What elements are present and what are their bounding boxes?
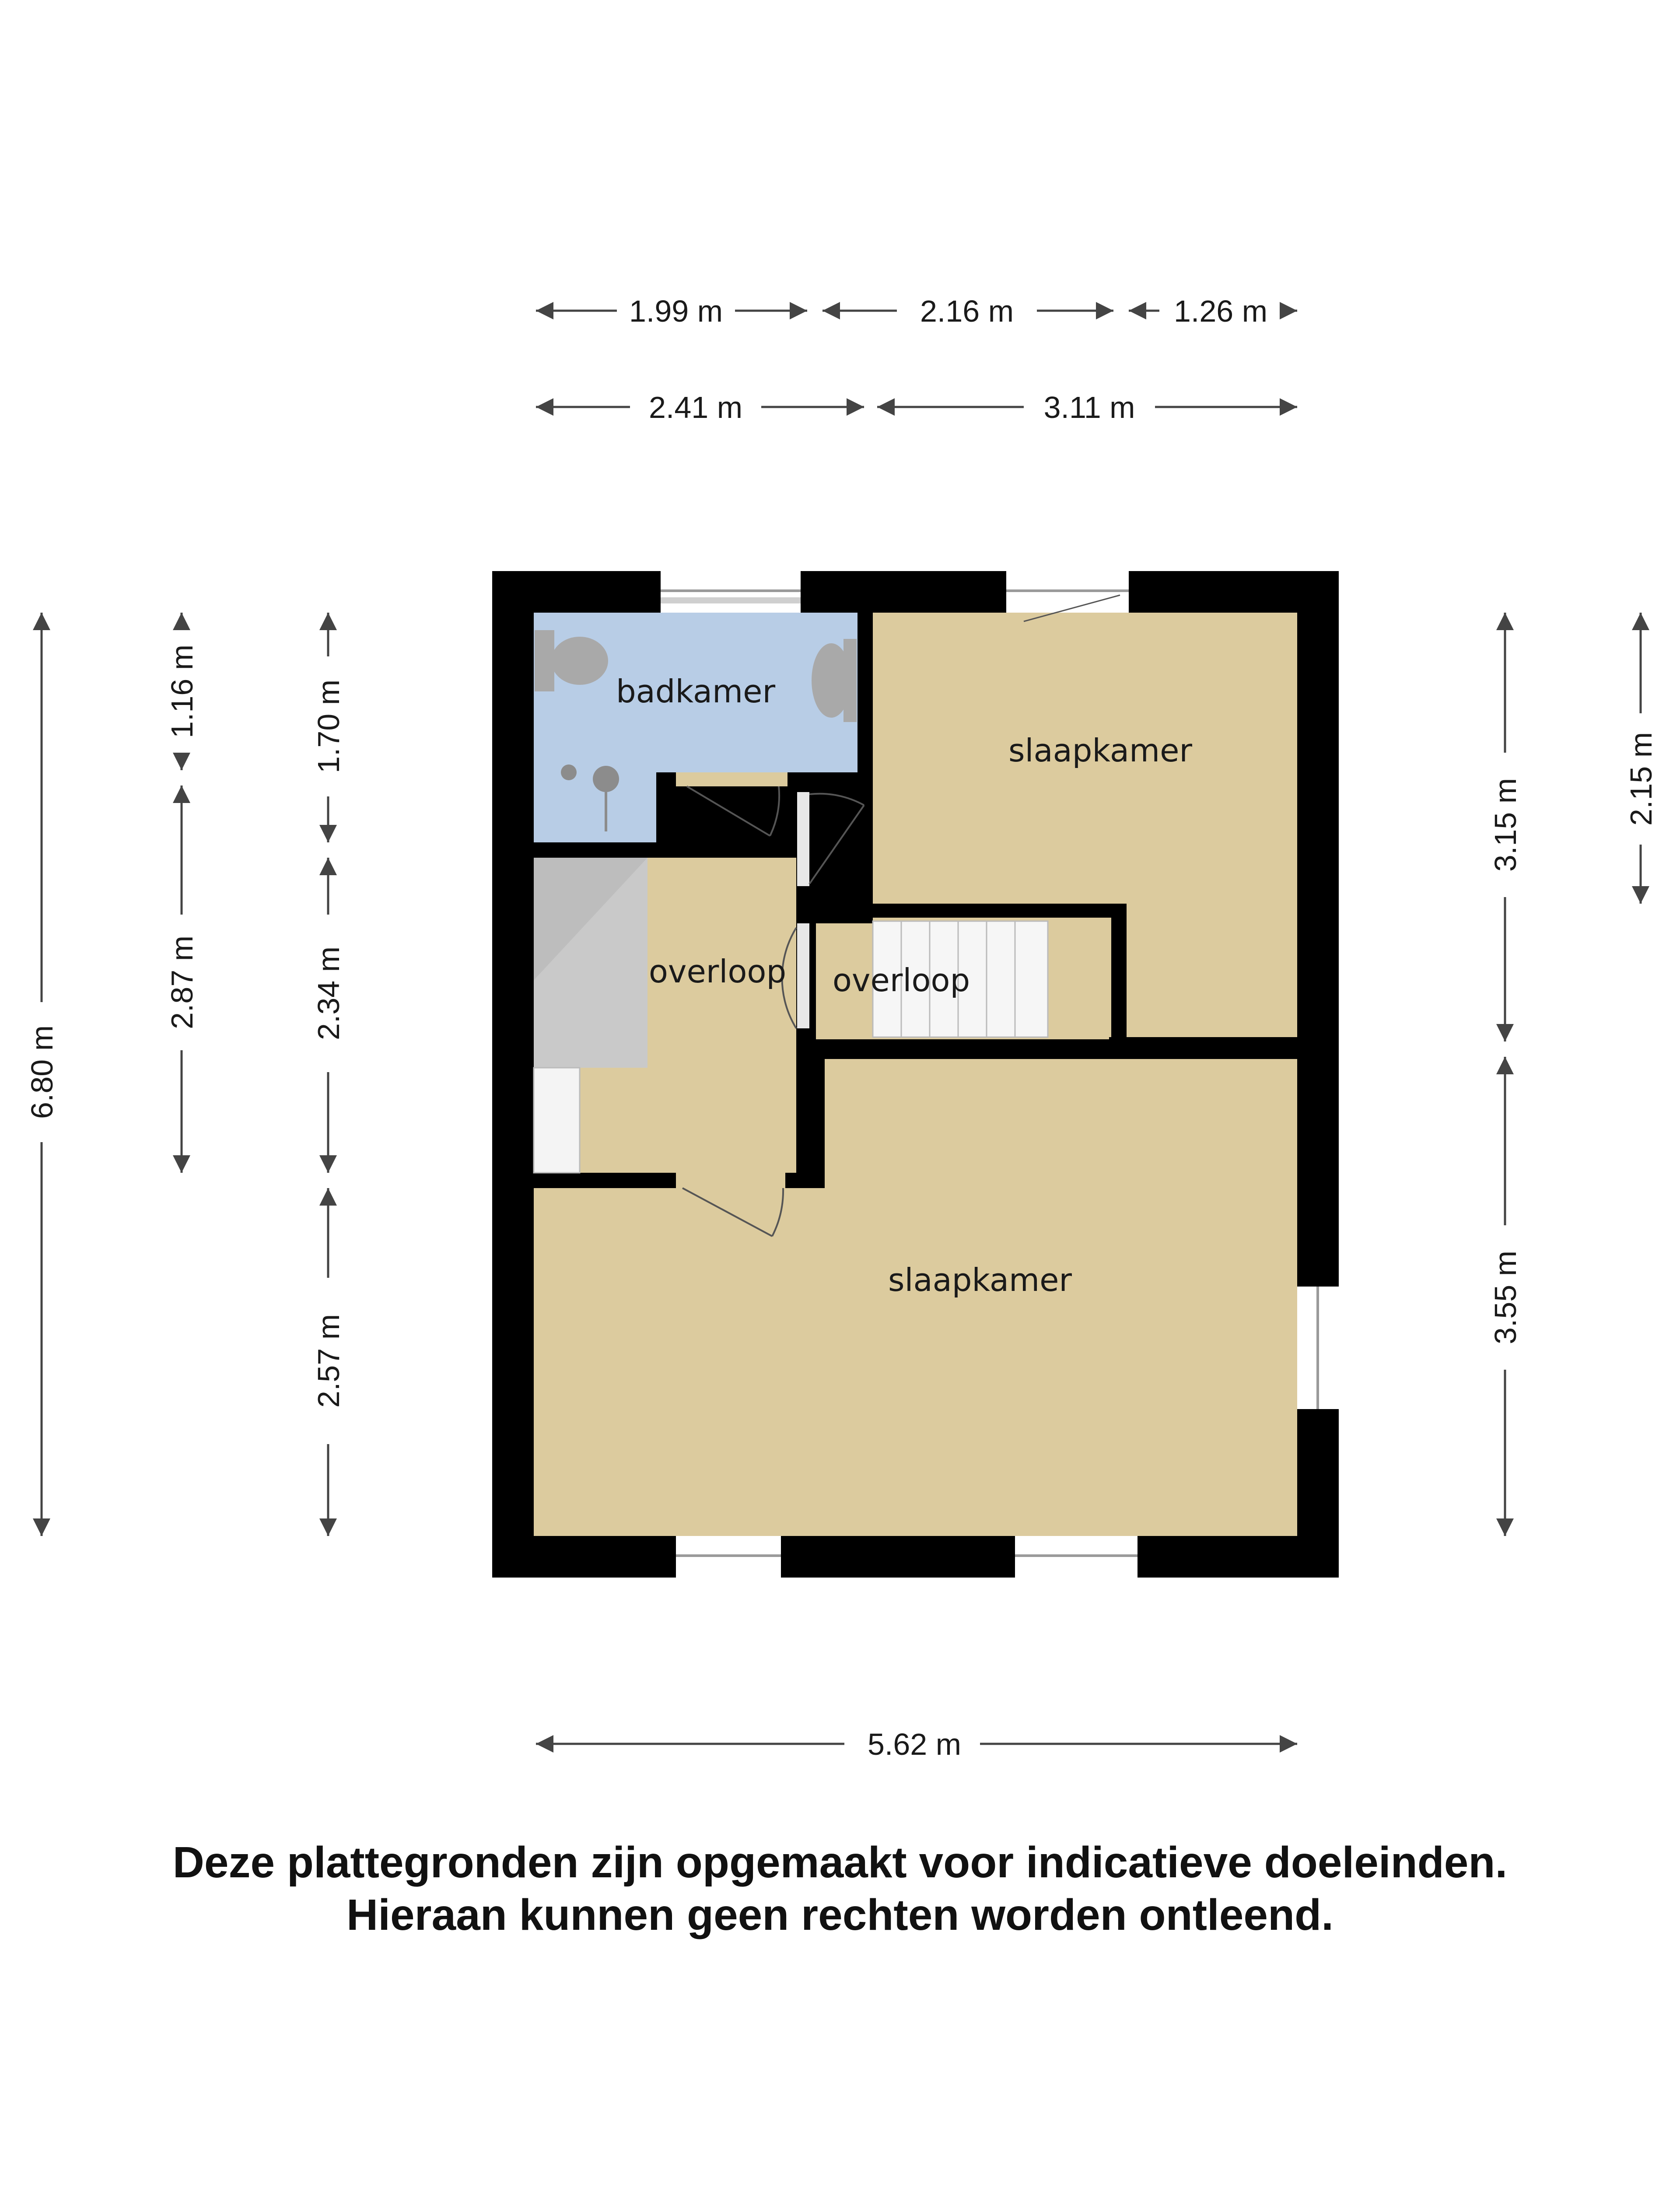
window-bottom-right [1015, 1536, 1138, 1578]
wall-stair-top [807, 904, 1127, 918]
dim-bottom-5-62: 5.62 m [868, 1727, 961, 1761]
dim-top-2-16: 2.16 m [920, 294, 1014, 328]
wall-stair-right [1111, 904, 1127, 1052]
dim-top-1-26: 1.26 m [1174, 294, 1267, 328]
room-label-bedroom-bottom: slaapkamer [888, 1262, 1072, 1298]
dim-left-6-80: 6.80 m [25, 1025, 59, 1119]
dim-left-2-57: 2.57 m [312, 1314, 346, 1408]
room-label-bedroom-top: slaapkamer [1008, 732, 1193, 769]
stairs-left-bottom-step [534, 1068, 580, 1173]
window-right [1297, 1287, 1339, 1409]
wall-landing-stub [809, 1041, 825, 1186]
window-bottom-left [676, 1536, 781, 1578]
dim-top-2-41: 2.41 m [649, 390, 742, 424]
wall-bath-bottom-left [534, 842, 669, 858]
wall-bedroom-divider [809, 1041, 1297, 1058]
room-label-landing-left: overloop [648, 953, 787, 990]
disclaimer-line-1: Deze plattegronden zijn opgemaakt voor indicatieve doeleinden. [172, 1838, 1508, 1887]
dim-left-1-16: 1.16 m [165, 645, 199, 738]
dim-left-2-87: 2.87 m [165, 936, 199, 1029]
room-label-landing-right: overloop [832, 962, 970, 999]
dim-left-2-34: 2.34 m [312, 947, 346, 1040]
window-bathroom-top [661, 571, 801, 613]
dim-top-1-99: 1.99 m [629, 294, 723, 328]
dim-left-1-70: 1.70 m [312, 680, 346, 773]
dim-right-2-15: 2.15 m [1624, 732, 1658, 826]
wall-bath-vertical [858, 613, 873, 785]
disclaimer-line-2: Hieraan kunnen geen rechten worden ontleend. [346, 1890, 1334, 1939]
room-label-bathroom: badkamer [616, 673, 776, 710]
dim-right-3-55: 3.55 m [1488, 1251, 1522, 1344]
dim-right-3-15: 3.15 m [1488, 778, 1522, 872]
dim-top-3-11: 3.11 m [1043, 390, 1135, 424]
